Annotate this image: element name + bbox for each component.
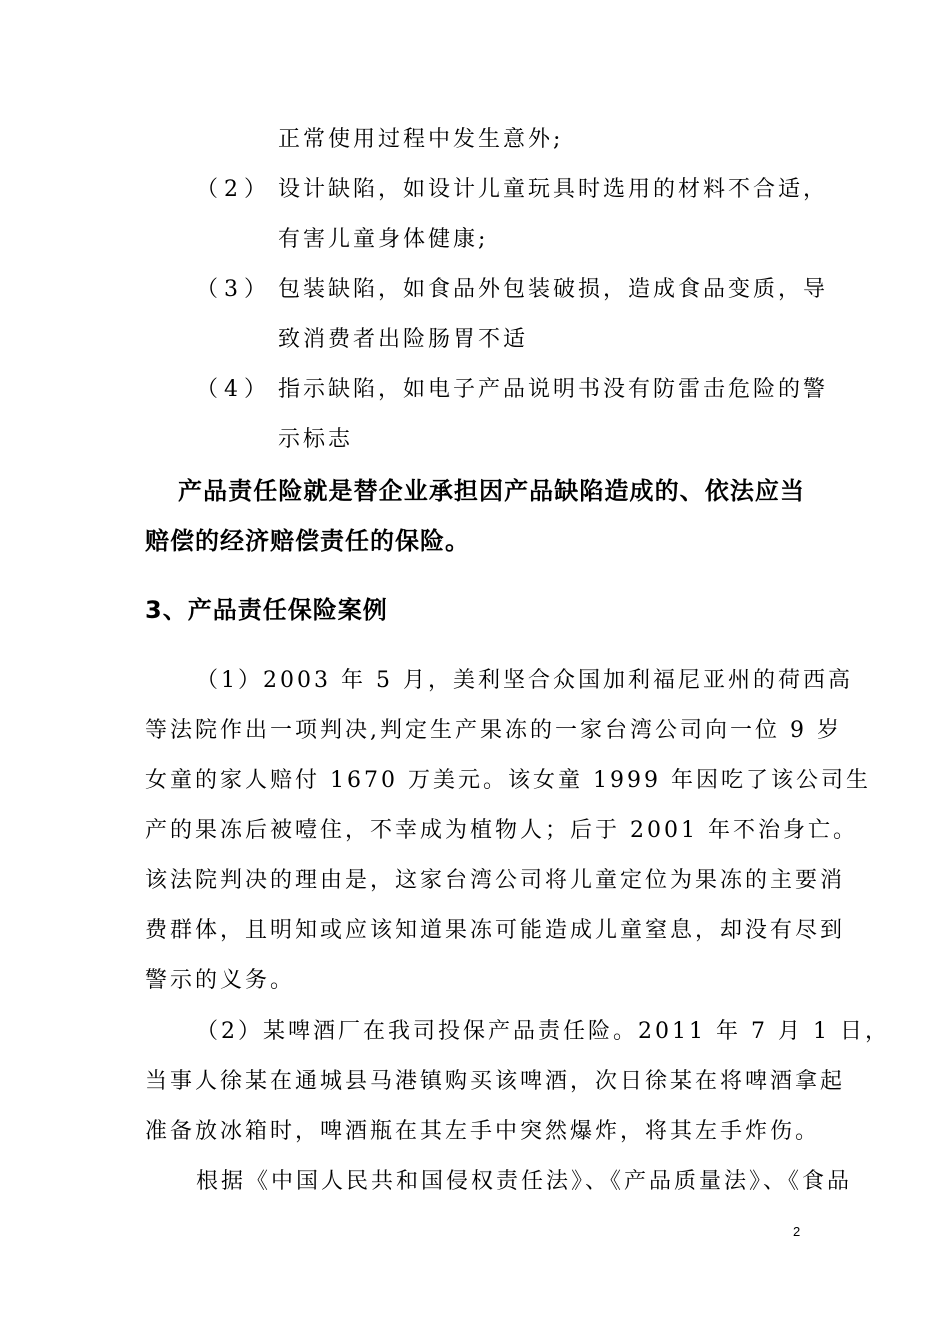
- case1-line-2: 等法院作出一项判决,判定生产果冻的一家台湾公司向一位 9 岁: [145, 718, 842, 743]
- list-item-3-line1: 包装缺陷，如食品外包装破损，造成食品变质，导: [278, 277, 829, 302]
- page-number: 2: [793, 1224, 801, 1239]
- list-item-2-line1: 设计缺陷，如设计儿童玩具时选用的材料不合适，: [278, 177, 829, 202]
- list-item-2-line2: 有害儿童身体健康;: [278, 227, 489, 252]
- list-item-4-number: （4）: [196, 377, 272, 402]
- case1-line-5: 该法院判决的理由是，这家台湾公司将儿童定位为果冻的主要消: [145, 868, 846, 893]
- case2-line-3: 准备放冰箱时，啤酒瓶在其左手中突然爆炸，将其左手炸伤。: [145, 1119, 821, 1144]
- list-item-1-continuation: 正常使用过程中发生意外;: [278, 127, 564, 152]
- case2-line-2: 当事人徐某在通城县马港镇购买该啤酒，次日徐某在将啤酒拿起: [145, 1069, 846, 1094]
- list-item-4-line1: 指示缺陷，如电子产品说明书没有防雷击危险的警: [278, 377, 829, 402]
- list-item-3-line2: 致消费者出险肠胃不适: [278, 327, 529, 352]
- definition-line-2: 赔偿的经济赔偿责任的保险。: [145, 527, 470, 555]
- case1-line-1: （1）2003 年 5 月，美利坚合众国加利福尼亚州的荷西高: [196, 668, 853, 693]
- case2-line-1: （2）某啤酒厂在我司投保产品责任险。2011 年 7 月 1 日，: [196, 1019, 890, 1044]
- case1-line-4: 产的果冻后被噎住，不幸成为植物人；后于 2001 年不治身亡。: [145, 818, 858, 843]
- list-item-3-number: （3）: [196, 277, 272, 302]
- case1-line-7: 警示的义务。: [145, 968, 296, 993]
- list-item-2-number: （2）: [196, 177, 272, 202]
- list-item-4-line2: 示标志: [278, 427, 354, 452]
- basis-line-1: 根据《中国人民共和国侵权责任法》、《产品质量法》、《食品: [196, 1169, 853, 1194]
- case1-line-6: 费群体，且明知或应该知道果冻可能造成儿童窒息，却没有尽到: [145, 918, 846, 943]
- definition-line-1: 产品责任险就是替企业承担因产品缺陷造成的、依法应当: [178, 477, 805, 505]
- case1-line-3: 女童的家人赔付 1670 万美元。该女童 1999 年因吃了该公司生: [145, 768, 871, 793]
- section-heading: 3、产品责任保险案例: [145, 596, 388, 624]
